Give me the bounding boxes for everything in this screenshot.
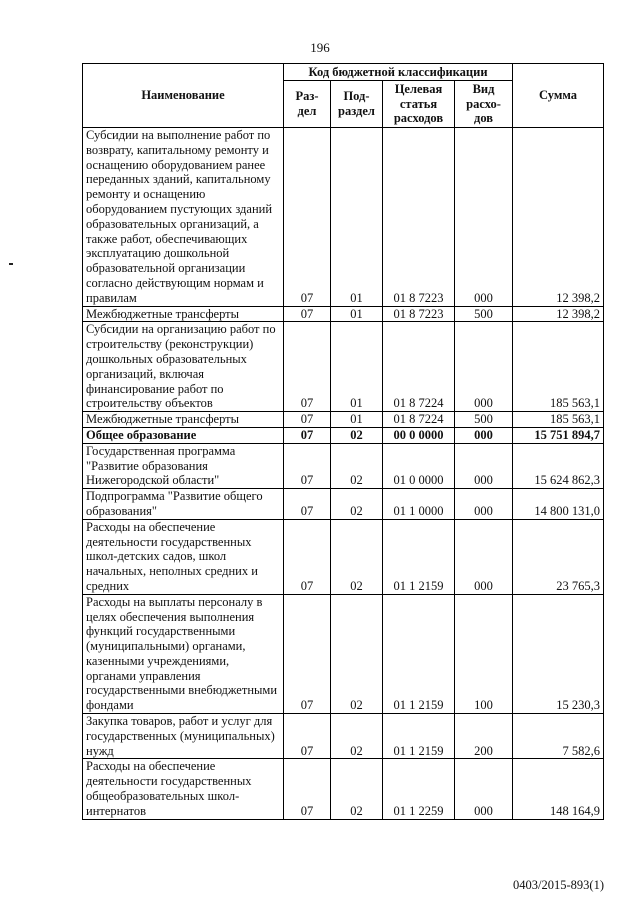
row-vid: 000 xyxy=(455,322,513,412)
row-target: 01 1 2259 xyxy=(383,759,455,819)
table-row xyxy=(83,427,604,443)
page-number: 196 xyxy=(310,40,330,55)
row-razdel: 07 xyxy=(284,489,331,520)
table-row xyxy=(83,443,604,488)
row-target: 01 8 7223 xyxy=(383,306,455,322)
row-sum: 148 164,9 xyxy=(513,759,604,819)
row-vid: 000 xyxy=(455,489,513,520)
table-row xyxy=(83,759,604,819)
header-razdel: Раз-дел xyxy=(284,81,331,128)
row-podrazdel: 01 xyxy=(331,128,383,307)
row-podrazdel: 02 xyxy=(331,759,383,819)
row-podrazdel: 02 xyxy=(331,519,383,594)
row-name: Государственная программа "Развитие образования Нижегородской области" xyxy=(83,443,284,488)
row-vid: 000 xyxy=(455,759,513,819)
row-vid: 100 xyxy=(455,594,513,713)
row-sum: 14 800 131,0 xyxy=(513,489,604,520)
row-name: Расходы на обеспечение деятельности государственных школ-детских садов, школ начальных, неполных средних и средних xyxy=(83,519,284,594)
row-name: Подпрограмма "Развитие общего образования" xyxy=(83,489,284,520)
row-target: 01 1 2159 xyxy=(383,519,455,594)
table-row xyxy=(83,489,604,520)
row-razdel: 07 xyxy=(284,714,331,759)
row-name: Субсидии на выполнение работ по возврату, капитальному ремонту и оснащению оборудованием ранее переданных зданий, капитальному ремонту и оснащению оборудованием пустующих зданий образовательных организаций, а также работ, обеспечивающих эксплуатацию дошкольной образовательной организации согласно действующим нормам и правилам xyxy=(83,128,284,307)
row-name: Субсидии на организацию работ по строительству (реконструкции) дошкольных образовательных организаций, включая финансирование работ по строительству объектов xyxy=(83,322,284,412)
row-target: 00 0 0000 xyxy=(383,427,455,443)
row-target: 01 8 7224 xyxy=(383,412,455,428)
row-razdel: 07 xyxy=(284,306,331,322)
row-razdel: 07 xyxy=(284,322,331,412)
row-name: Расходы на выплаты персоналу в целях обеспечения выполнения функций государственными (муниципальными) органами, казенными учреждениями, органами управления государственными внебюджетными фондами xyxy=(83,594,284,713)
row-sum: 15 751 894,7 xyxy=(513,427,604,443)
row-target: 01 1 2159 xyxy=(383,594,455,713)
row-podrazdel: 02 xyxy=(331,443,383,488)
row-vid: 500 xyxy=(455,306,513,322)
row-sum: 12 398,2 xyxy=(513,128,604,307)
row-vid: 200 xyxy=(455,714,513,759)
row-sum: 185 563,1 xyxy=(513,412,604,428)
budget-table xyxy=(82,63,604,820)
row-podrazdel: 02 xyxy=(331,489,383,520)
row-sum: 15 230,3 xyxy=(513,594,604,713)
header-podrazdel: Под-раздел xyxy=(331,81,383,128)
row-podrazdel: 01 xyxy=(331,322,383,412)
table-row xyxy=(83,322,604,412)
row-vid: 000 xyxy=(455,427,513,443)
row-vid: 000 xyxy=(455,519,513,594)
row-sum: 185 563,1 xyxy=(513,322,604,412)
row-name: Общее образование xyxy=(83,427,284,443)
row-name: Расходы на обеспечение деятельности государственных общеобразовательных школ-интернатов xyxy=(83,759,284,819)
header-sum: Сумма xyxy=(513,64,604,128)
table-row xyxy=(83,128,604,307)
row-sum: 15 624 862,3 xyxy=(513,443,604,488)
table-row xyxy=(83,412,604,428)
row-vid: 000 xyxy=(455,128,513,307)
table-row xyxy=(83,519,604,594)
document-code: 0403/2015-893(1) xyxy=(513,878,604,892)
stray-mark xyxy=(9,263,13,265)
header-name: Наименование xyxy=(83,64,284,128)
row-target: 01 8 7223 xyxy=(383,128,455,307)
header-target: Целевая статья расходов xyxy=(383,81,455,128)
header-vid: Вид расхо-дов xyxy=(455,81,513,128)
row-vid: 500 xyxy=(455,412,513,428)
row-razdel: 07 xyxy=(284,519,331,594)
table-row xyxy=(83,594,604,713)
row-podrazdel: 01 xyxy=(331,412,383,428)
row-razdel: 07 xyxy=(284,427,331,443)
row-name: Межбюджетные трансферты xyxy=(83,412,284,428)
row-target: 01 8 7224 xyxy=(383,322,455,412)
row-target: 01 0 0000 xyxy=(383,443,455,488)
row-vid: 000 xyxy=(455,443,513,488)
table-row xyxy=(83,306,604,322)
row-sum: 23 765,3 xyxy=(513,519,604,594)
table-row xyxy=(83,714,604,759)
row-target: 01 1 0000 xyxy=(383,489,455,520)
row-podrazdel: 02 xyxy=(331,714,383,759)
row-razdel: 07 xyxy=(284,594,331,713)
header-classification: Код бюджетной классификации xyxy=(284,64,513,81)
row-razdel: 07 xyxy=(284,128,331,307)
row-sum: 12 398,2 xyxy=(513,306,604,322)
row-razdel: 07 xyxy=(284,443,331,488)
row-podrazdel: 01 xyxy=(331,306,383,322)
row-name: Межбюджетные трансферты xyxy=(83,306,284,322)
row-target: 01 1 2159 xyxy=(383,714,455,759)
row-sum: 7 582,6 xyxy=(513,714,604,759)
header-row-1 xyxy=(83,64,604,81)
row-razdel: 07 xyxy=(284,759,331,819)
row-podrazdel: 02 xyxy=(331,427,383,443)
row-razdel: 07 xyxy=(284,412,331,428)
row-podrazdel: 02 xyxy=(331,594,383,713)
row-name: Закупка товаров, работ и услуг для государственных (муниципальных) нужд xyxy=(83,714,284,759)
